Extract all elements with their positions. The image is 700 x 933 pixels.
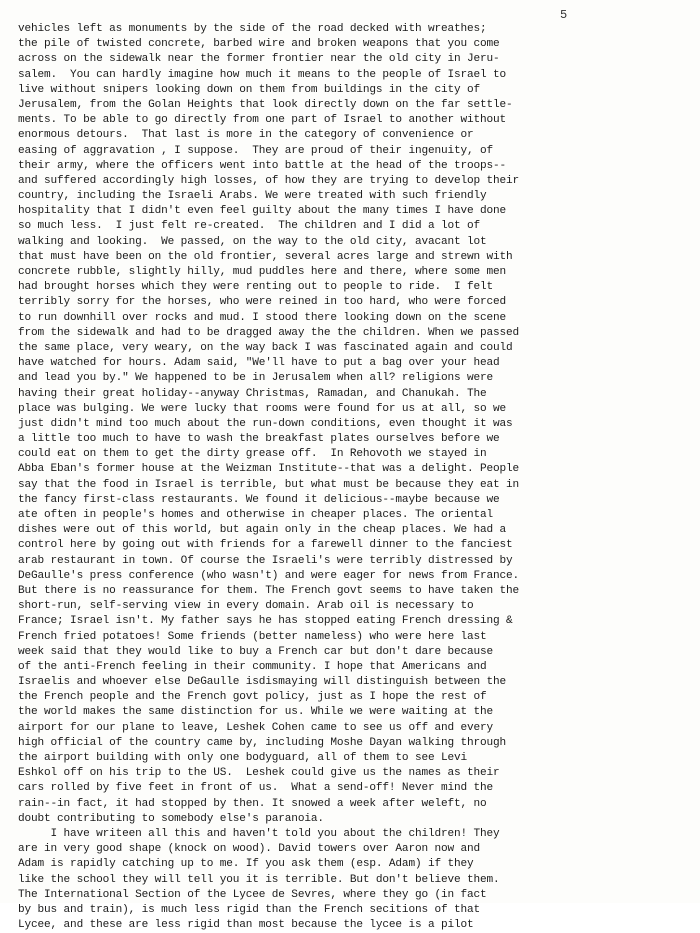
text-line: I have writeen all this and haven't told you about the children! They xyxy=(18,827,500,840)
text-line: to run downhill over rocks and mud. I stood there looking down on the scene xyxy=(18,311,507,324)
text-line: France; Israel isn't. My father says he has stopped eating French dressing & xyxy=(18,615,513,628)
text-line: the pile of twisted concrete, barbed wire and broken weapons that you come xyxy=(18,38,500,51)
text-line: DeGaulle's press conference (who wasn't) and were eager for news from France. xyxy=(18,569,520,582)
text-line: the same place, very weary, on the way back I was fascinated again and could xyxy=(18,341,513,354)
text-line: across on the sidewalk near the former frontier near the old city in Jeru- xyxy=(18,53,500,66)
text-line: arab restaurant in town. Of course the Israeli's were terribly distressed by xyxy=(18,554,513,567)
text-line: so much less. I just felt re-created. The children and I did a lot of xyxy=(18,220,481,233)
text-line: Jerusalem, from the Golan Heights that look directly down on the far settle- xyxy=(18,98,513,111)
text-line: from the sidewalk and had to be dragged away the the children. When we passed xyxy=(18,326,520,339)
text-line: Abba Eban's former house at the Weizman Institute--that was a delight. People xyxy=(18,463,520,476)
text-line: like the school they will tell you it is terrible. But don't believe them. xyxy=(18,873,500,886)
text-line: of the anti-French feeling in their community. I hope that Americans and xyxy=(18,660,487,673)
text-line: terribly sorry for the horses, who were reined in too hard, who were forced xyxy=(18,296,507,309)
text-line: doubt contributing to somebody else's paranoia. xyxy=(18,812,324,825)
text-line: just didn't mind too much about the run-down conditions, even thought it was xyxy=(18,417,513,430)
text-line: rain--in fact, it had stopped by then. It snowed a week after weleft, no xyxy=(18,797,487,810)
text-line: Lycee, and these are less rigid than most because the lycee is a pilot xyxy=(18,919,474,932)
text-line: Eshkol off on his trip to the US. Leshek could give us the names as their xyxy=(18,767,500,780)
text-line: But there is no reassurance for them. The French govt seems to have taken the xyxy=(18,584,520,597)
text-line: airport for our plane to leave, Leshek Cohen came to see us off and every xyxy=(18,721,494,734)
letter-body xyxy=(18,22,698,933)
text-line: high official of the country came by, including Moshe Dayan walking through xyxy=(18,736,507,749)
text-line: Adam is rapidly catching up to me. If you ask them (esp. Adam) if they xyxy=(18,858,474,871)
text-line: the world makes the same distinction for us. While we were waiting at the xyxy=(18,706,494,719)
text-line: have watched for hours. Adam said, "We'll have to put a bag over your head xyxy=(18,357,500,370)
text-line: a little too much to have to wash the breakfast plates ourselves before we xyxy=(18,433,500,446)
text-line: their army, where the officers went into battle at the head of the troops-- xyxy=(18,159,507,172)
text-line: vehicles left as monuments by the side of the road decked with wreathes; xyxy=(18,23,487,35)
text-line: cars rolled by five feet in front of us. What a send-off! Never mind the xyxy=(18,782,494,795)
text-line: are in very good shape (knock on wood). David towers over Aaron now and xyxy=(18,843,481,856)
text-line: salem. You can hardly imagine how much it means to the people of Israel to xyxy=(18,68,507,81)
text-line: enormous detours. That last is more in the category of convenience or xyxy=(18,129,474,142)
text-line: dishes were out of this world, but again only in the cheap places. We had a xyxy=(18,524,507,537)
text-line: week said that they would like to buy a French car but don't dare because xyxy=(18,645,494,658)
text-line: French fried potatoes! Some friends (better nameless) who were here last xyxy=(18,630,487,643)
text-line: and lead you by." We happened to be in Jerusalem when all? religions were xyxy=(18,372,494,385)
text-line: the fancy first-class restaurants. We found it delicious--maybe because we xyxy=(18,493,500,506)
text-line: walking and looking. We passed, on the way to the old city, avacant lot xyxy=(18,235,487,248)
text-line: ate often in people's homes and otherwise in cheaper places. The oriental xyxy=(18,509,494,521)
text-line: place was bulging. We were lucky that rooms were found for us at all, so we xyxy=(18,402,507,415)
text-line: the airport building with only one bodyguard, all of them to see Levi xyxy=(18,752,468,764)
page-number: 5 xyxy=(560,8,568,22)
text-line: had brought horses which they were renting out to people to ride. I felt xyxy=(18,281,494,294)
text-line: easing of aggravation , I suppose. They are proud of their ingenuity, of xyxy=(18,144,494,157)
text-line: by bus and train), is much less rigid than the French secitions of that xyxy=(18,903,481,916)
text-line: short-run, self-serving view in every domain. Arab oil is necessary to xyxy=(18,600,474,613)
text-line: having their great holiday--anyway Christmas, Ramadan, and Chanukah. The xyxy=(18,387,487,400)
text-line: The International Section of the Lycee de Sevres, where they go (in fact xyxy=(18,888,487,901)
text-line: ments. To be able to go directly from one part of Israel to another without xyxy=(18,114,507,127)
text-line: the French people and the French govt policy, just as I hope the rest of xyxy=(18,691,487,704)
text-line: that must have been on the old frontier, several acres large and strewn with xyxy=(18,250,513,263)
text-line: country, including the Israeli Arabs. We were treated with such friendly xyxy=(18,190,487,203)
text-line: could eat on them to get the dirty grease off. In Rehovoth we stayed in xyxy=(18,448,487,461)
text-line: concrete rubble, slightly hilly, mud puddles here and there, where some men xyxy=(18,266,507,278)
text-line: Israelis and whoever else DeGaulle isdismaying will distinguish between the xyxy=(18,676,507,689)
text-line: hospitality that I didn't even feel guilty about the many times I have done xyxy=(18,205,507,218)
text-line: live without snipers looking down on them from buildings in the city of xyxy=(18,83,481,96)
text-line: say that the food in Israel is terrible, but what must be because they eat in xyxy=(18,478,520,491)
text-line: and suffered accordingly high losses, of how they are trying to develop their xyxy=(18,174,520,187)
text-line: control here by going out with friends for a farewell dinner to the fanciest xyxy=(18,539,513,552)
